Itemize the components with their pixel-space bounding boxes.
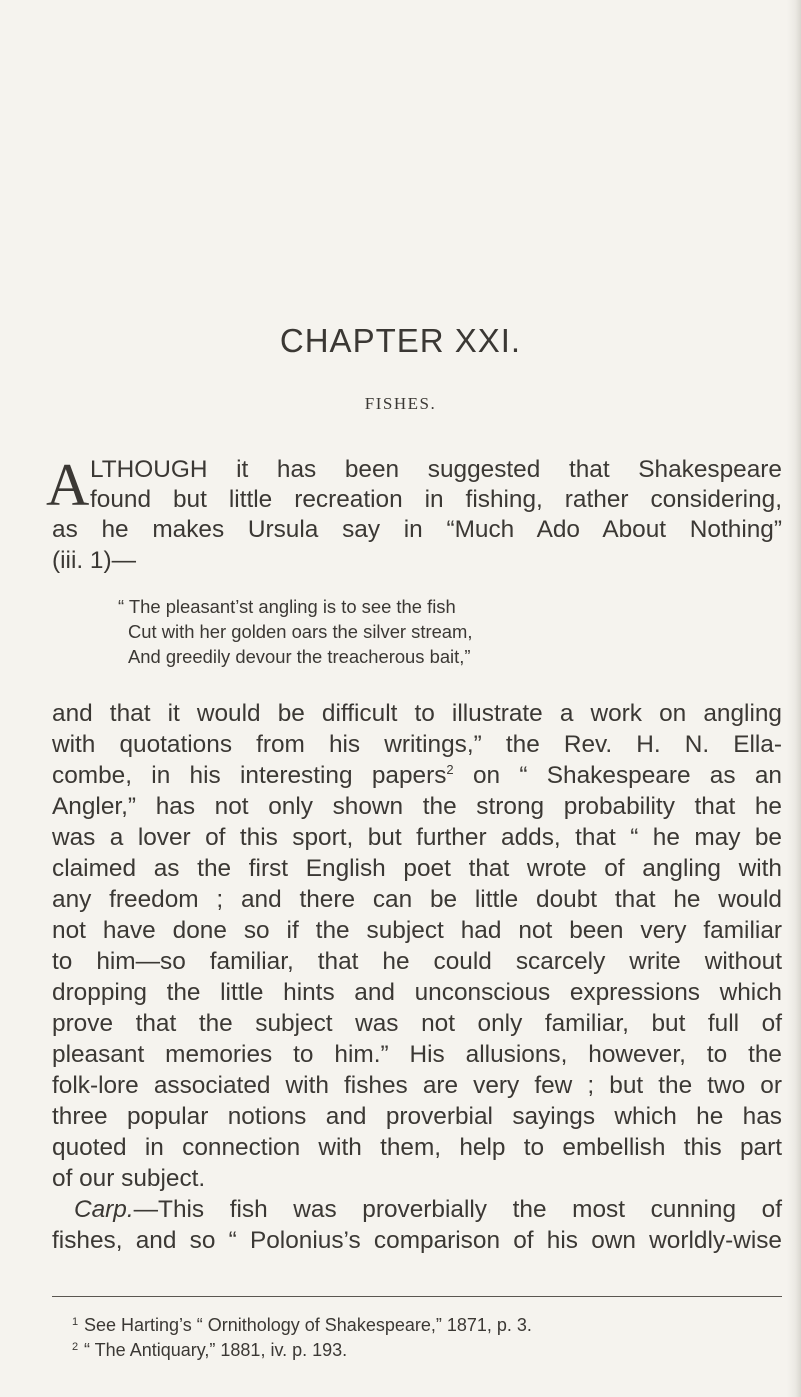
paragraph-line: quoted in connection with them, help to embellish this part xyxy=(52,1134,782,1161)
paragraph-line: not have done so if the subject had not been very familiar xyxy=(52,917,782,944)
paragraph-line: to him—so familiar, that he could scarcely write without xyxy=(52,948,782,975)
chapter-title: CHAPTER XXI. xyxy=(279,322,522,359)
paragraph-line: prove that the subject was not only familiar, but full of xyxy=(52,1010,782,1037)
section-title: FISHES. xyxy=(364,394,437,413)
paragraph-line: dropping the little hints and unconscious expressions which xyxy=(52,979,782,1006)
footnote-text: See Harting’s “ Ornithology of Shakespeare,” 1871, p. 3. xyxy=(84,1315,532,1335)
paragraph-text: on “ Shakespeare as an xyxy=(453,762,782,789)
footnote-marker: 1 xyxy=(72,1316,79,1328)
paragraph-line: folk-lore associated with fishes are very few ; but the two or xyxy=(52,1072,782,1099)
drop-cap: A xyxy=(46,452,90,518)
footnote-reference: 2 xyxy=(446,762,454,777)
paragraph-line: was a lover of this sport, but further adds, that “ he may be xyxy=(52,824,782,851)
footnote-divider xyxy=(52,1296,782,1297)
verse-line: “ The pleasant’st angling is to see the fish xyxy=(118,596,456,617)
paragraph-line: three popular notions and proverbial sayings which he has xyxy=(52,1103,782,1130)
paragraph-line: of our subject. xyxy=(52,1165,206,1192)
opening-line: as he makes Ursula say in “Much Ado About Nothing” xyxy=(52,516,782,543)
paragraph-line: Angler,” has not only shown the strong probability that he xyxy=(52,793,782,820)
paragraph-line: and that it would be difficult to illustrate a work on angling xyxy=(52,700,782,727)
opening-line: (iii. 1)— xyxy=(52,547,137,574)
footnote-marker: 2 xyxy=(72,1341,79,1353)
paragraph-line: with quotations from his writings,” the Rev. H. N. Ella- xyxy=(52,731,782,758)
opening-line: LTHOUGH it has been suggested that Shakespeare xyxy=(90,456,782,483)
opening-line: found but little recreation in fishing, rather considering, xyxy=(90,486,782,513)
footnote xyxy=(72,1313,532,1337)
page-edge-shadow xyxy=(787,0,801,1397)
verse-line: And greedily devour the treacherous bait,” xyxy=(128,646,471,667)
paragraph-line: pleasant memories to him.” His allusions, however, to the xyxy=(52,1041,782,1068)
paragraph-line: any freedom ; and there can be little doubt that he would xyxy=(52,886,782,913)
paragraph-text: combe, in his interesting papers xyxy=(52,762,447,789)
carp-heading: Carp. xyxy=(74,1196,134,1223)
paragraph-line xyxy=(74,1195,782,1225)
paragraph-line xyxy=(52,761,782,791)
paragraph-text: —This fish was proverbially the most cunning of xyxy=(133,1196,782,1223)
footnote-text: “ The Antiquary,” 1881, iv. p. 193. xyxy=(84,1340,348,1360)
paragraph-line: claimed as the first English poet that wrote of angling with xyxy=(52,855,782,882)
paragraph-line: fishes, and so “ Polonius’s comparison of his own worldly-wise xyxy=(52,1227,782,1254)
footnote xyxy=(72,1338,348,1362)
verse-line: Cut with her golden oars the silver stream, xyxy=(128,621,473,642)
